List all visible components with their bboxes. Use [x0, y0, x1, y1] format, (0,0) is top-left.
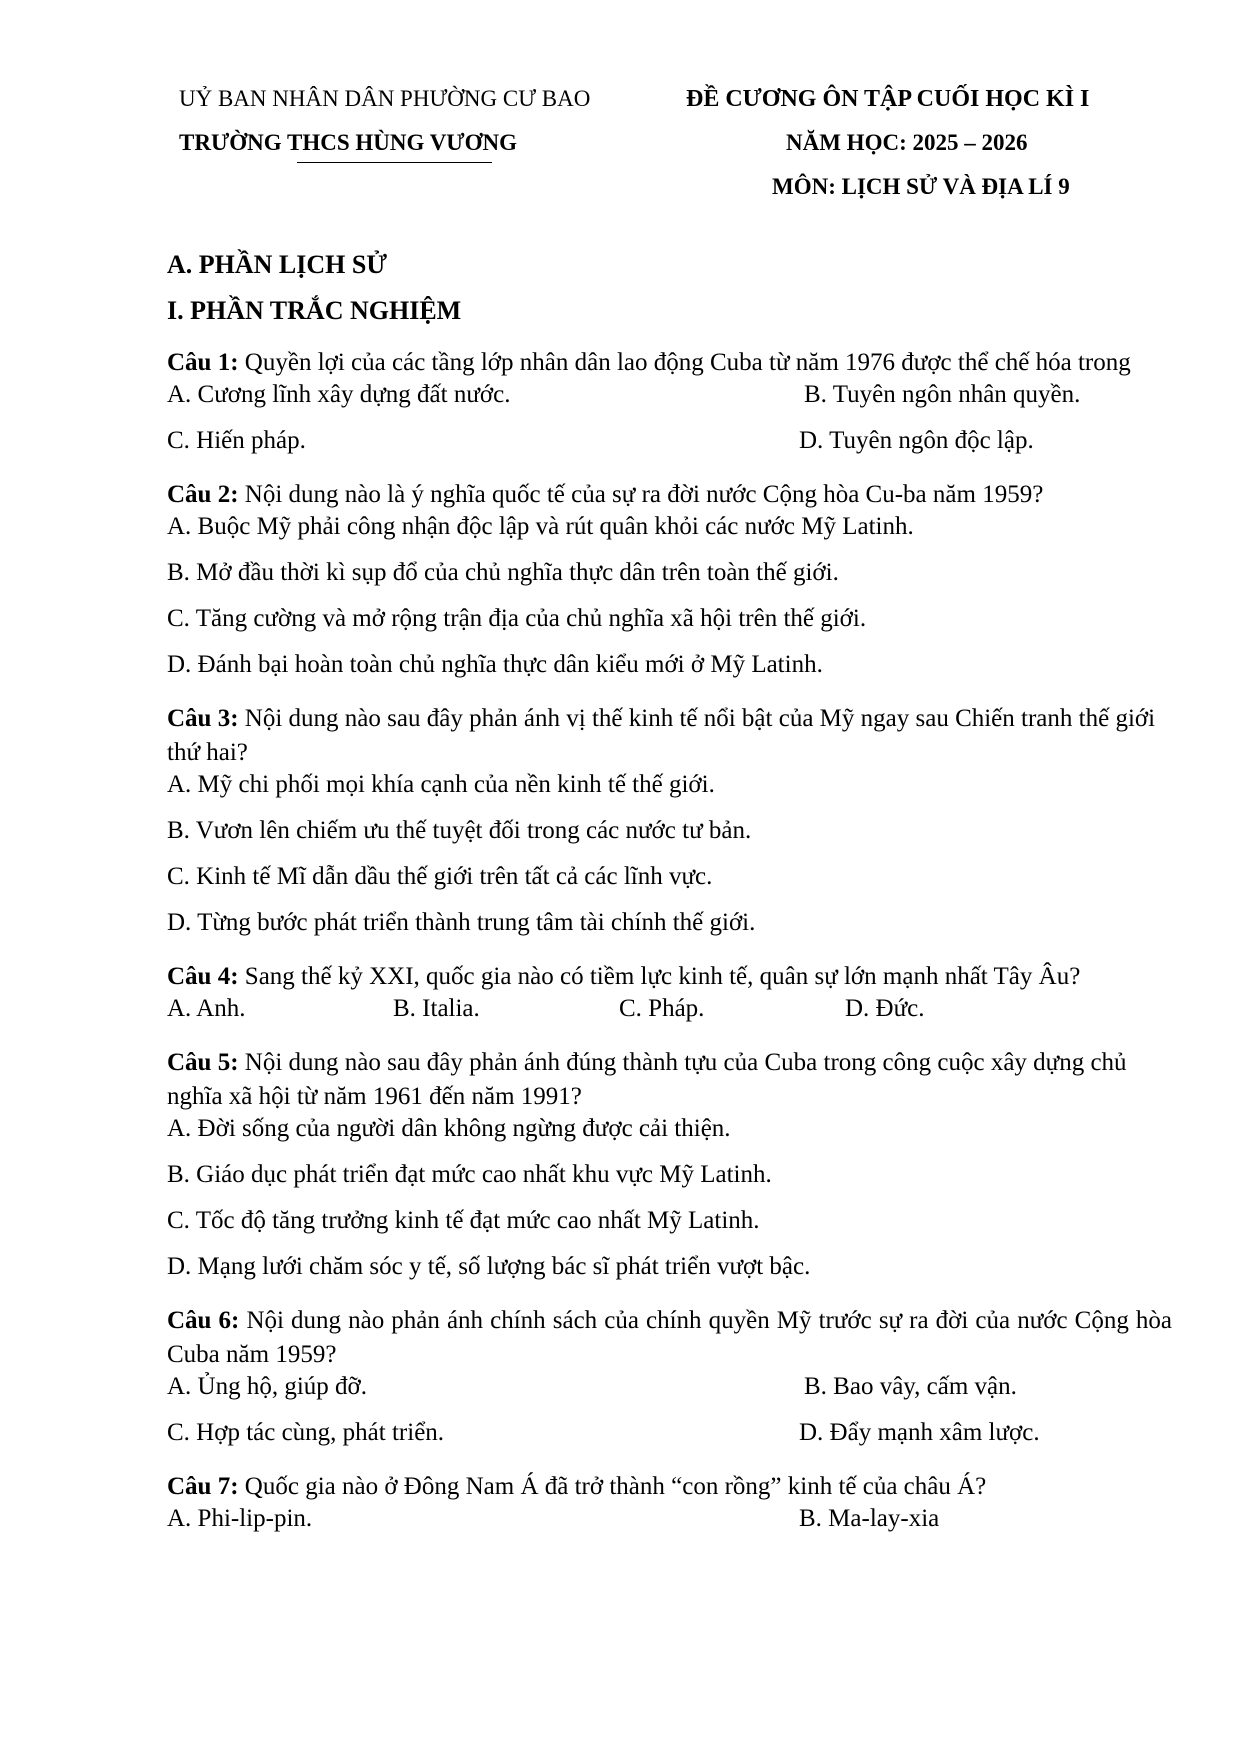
- question-6: [167, 1304, 1172, 1464]
- question-label: Câu 4:: [167, 963, 239, 990]
- option-a: A. Mỹ chi phối mọi khía cạnh của nền kinh tế thế giới.: [167, 771, 715, 798]
- question-2: [167, 478, 1172, 696]
- question-text: Nội dung nào là ý nghĩa quốc tế của sự ra đời nước Cộng hòa Cu-ba năm 1959?: [238, 481, 1044, 508]
- question-label: Câu 5:: [167, 1049, 239, 1076]
- subject: MÔN: LỊCH SỬ VÀ ĐỊA LÍ 9: [772, 174, 1070, 199]
- section-heading-history: A. PHẦN LỊCH SỬ: [167, 250, 388, 279]
- option-c: C. Tăng cường và mở rộng trận địa của chủ nghĩa xã hội trên thế giới.: [167, 605, 867, 632]
- question-5: [167, 1046, 1172, 1298]
- option-c: C. Kinh tế Mĩ dẫn dầu thế giới trên tất cả các lĩnh vực.: [167, 863, 713, 890]
- option-b: B. Bao vây, cấm vận.: [804, 1373, 1017, 1400]
- header-authority: UỶ BAN NHÂN DÂN PHƯỜNG CƯ BAO: [179, 86, 591, 111]
- question-label: Câu 2:: [167, 481, 239, 508]
- option-b: B. Tuyên ngôn nhân quyền.: [804, 381, 1081, 408]
- option-d: D. Từng bước phát triển thành trung tâm tài chính thế giới.: [167, 909, 756, 936]
- document-title: ĐỀ CƯƠNG ÔN TẬP CUỐI HỌC KÌ I: [686, 86, 1090, 112]
- question-text: Nội dung nào phản ánh chính sách của chính quyền Mỹ trước sự ra đời của nước Cộng hòa Cuba năm 1959?: [167, 1307, 1172, 1368]
- question-1: [167, 346, 1172, 472]
- question-4: [167, 960, 1172, 1040]
- question-label: Câu 1:: [167, 349, 239, 376]
- section-heading-multiple-choice: I. PHẦN TRẮC NGHIỆM: [167, 296, 462, 325]
- option-c: C. Tốc độ tăng trưởng kinh tế đạt mức cao nhất Mỹ Latinh.: [167, 1207, 760, 1234]
- option-a: A. Ủng hộ, giúp đỡ.: [167, 1373, 368, 1400]
- question-3: [167, 702, 1172, 954]
- question-7: [167, 1470, 1172, 1550]
- question-text: Quyền lợi của các tầng lớp nhân dân lao động Cuba từ năm 1976 được thể chế hóa trong: [238, 349, 1131, 376]
- option-c: C. Hiến pháp.: [167, 427, 306, 454]
- question-label: Câu 3:: [167, 705, 239, 732]
- option-a: A. Phi-lip-pin.: [167, 1505, 313, 1532]
- option-a: A. Cương lĩnh xây dựng đất nước.: [167, 381, 511, 408]
- option-d: D. Mạng lưới chăm sóc y tế, số lượng bác sĩ phát triển vượt bậc.: [167, 1253, 811, 1280]
- question-text: Quốc gia nào ở Đông Nam Á đã trở thành “con rồng” kinh tế của châu Á?: [238, 1473, 987, 1500]
- question-label: Câu 6:: [167, 1307, 240, 1334]
- question-text: Nội dung nào sau đây phản ánh đúng thành tựu của Cuba trong công cuộc xây dựng chủ nghĩa xã hội từ năm 1961 đến năm 1991?: [167, 1049, 1127, 1110]
- question-text: Sang thế kỷ XXI, quốc gia nào có tiềm lực kinh tế, quân sự lớn mạnh nhất Tây Âu?: [238, 963, 1081, 990]
- option-d: D. Tuyên ngôn độc lập.: [799, 427, 1034, 454]
- question-label: Câu 7:: [167, 1473, 239, 1500]
- question-text: Nội dung nào sau đây phản ánh vị thế kinh tế nổi bật của Mỹ ngay sau Chiến tranh thế giới thứ hai?: [167, 705, 1156, 766]
- option-b: B. Ma-lay-xia: [799, 1505, 940, 1532]
- option-c: C. Hợp tác cùng, phát triển.: [167, 1419, 445, 1446]
- option-d: D. Đánh bại hoàn toàn chủ nghĩa thực dân kiểu mới ở Mỹ Latinh.: [167, 651, 823, 678]
- header-school: TRƯỜNG THCS HÙNG VƯƠNG: [179, 130, 518, 155]
- option-d: D. Đức.: [845, 995, 925, 1022]
- option-a: A. Đời sống của người dân không ngừng được cải thiện.: [167, 1115, 731, 1142]
- option-c: C. Pháp.: [619, 995, 705, 1022]
- school-year: NĂM HỌC: 2025 – 2026: [786, 130, 1028, 155]
- option-b: B. Mở đầu thời kì sụp đổ của chủ nghĩa thực dân trên toàn thế giới.: [167, 559, 839, 586]
- option-b: B. Italia.: [393, 995, 480, 1022]
- option-a: A. Buộc Mỹ phải công nhận độc lập và rút quân khỏi các nước Mỹ Latinh.: [167, 513, 914, 540]
- option-b: B. Giáo dục phát triển đạt mức cao nhất khu vực Mỹ Latinh.: [167, 1161, 772, 1188]
- header-underline: [297, 162, 492, 163]
- document-body: [167, 248, 1172, 1550]
- option-d: D. Đẩy mạnh xâm lược.: [799, 1419, 1040, 1446]
- option-a: A. Anh.: [167, 995, 246, 1022]
- option-b: B. Vươn lên chiếm ưu thế tuyệt đối trong các nước tư bản.: [167, 817, 752, 844]
